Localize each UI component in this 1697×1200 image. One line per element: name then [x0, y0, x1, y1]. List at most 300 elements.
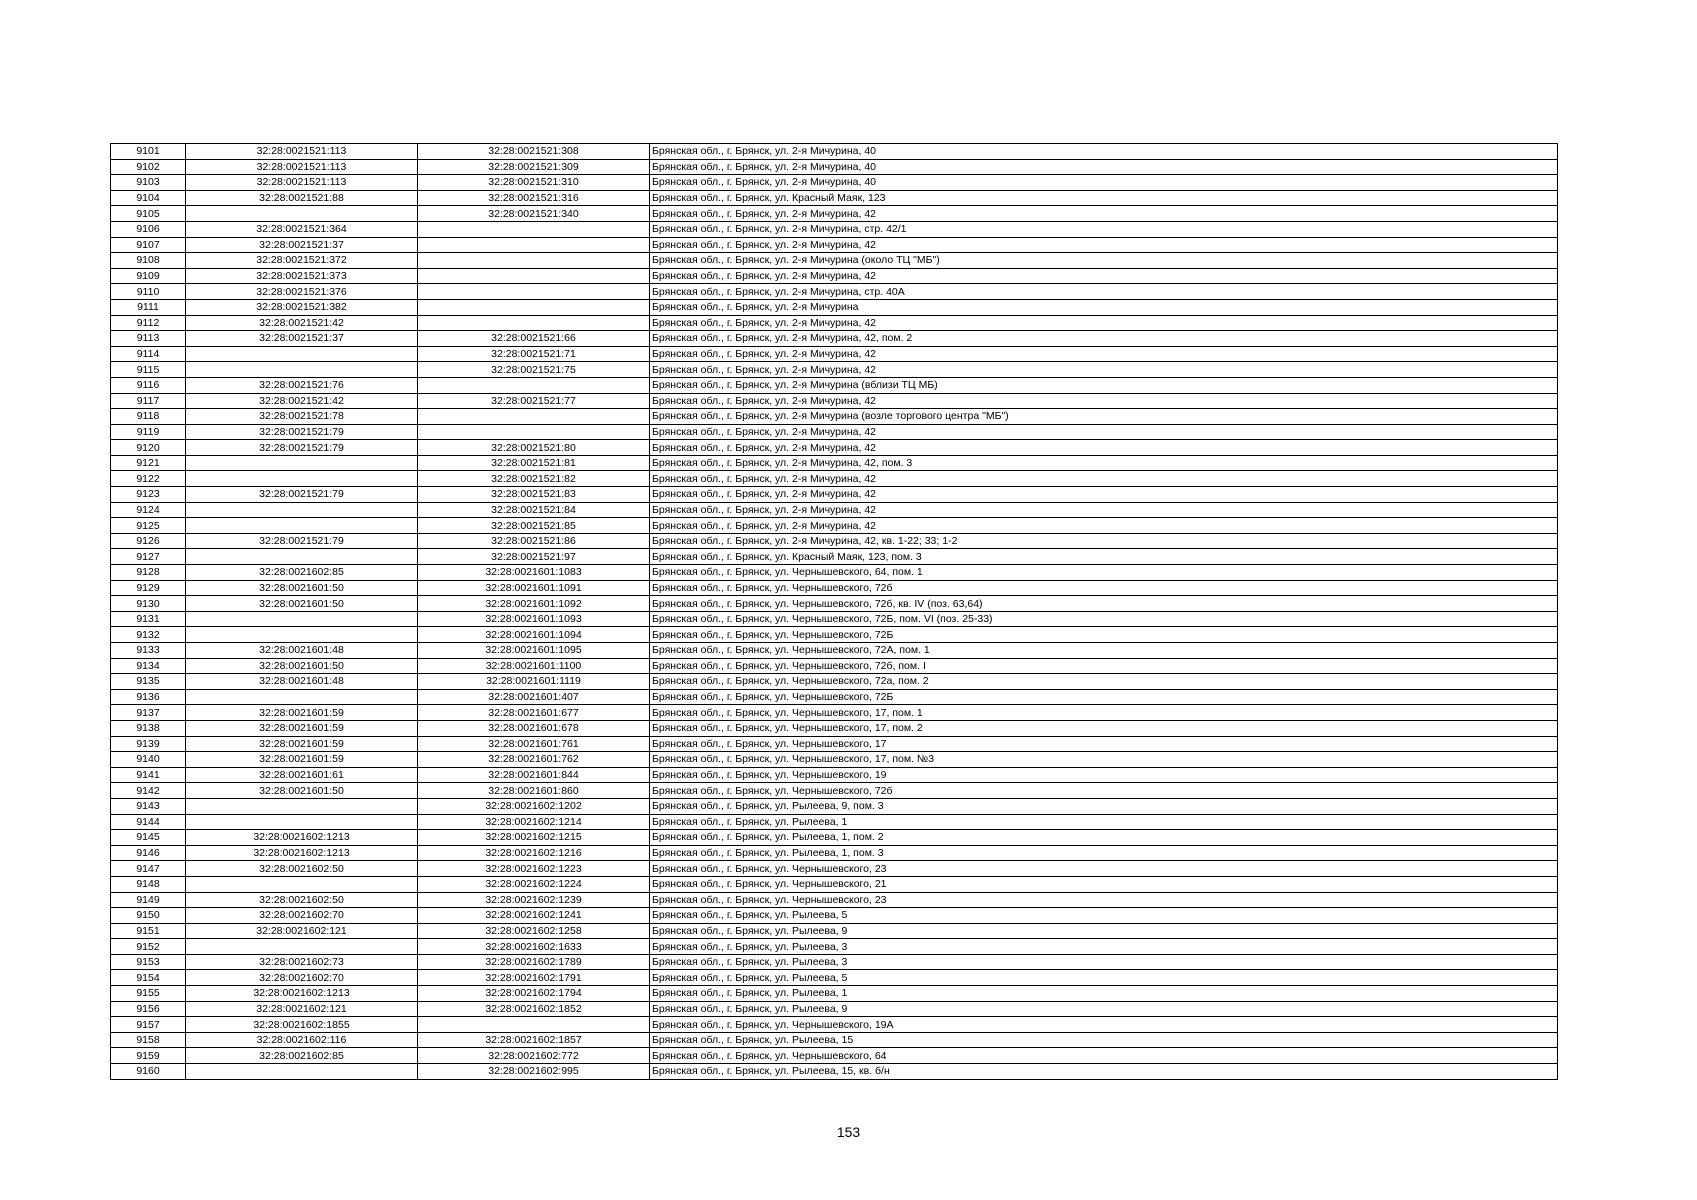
- table-row: [111, 284, 1558, 300]
- table-row: [111, 237, 1558, 253]
- table-row: [111, 1001, 1558, 1017]
- registry-table: [110, 143, 1558, 1080]
- parent-cadastral-number-cell: 32:28:0021521:79: [186, 533, 418, 549]
- table-row: [111, 845, 1558, 861]
- address-cell: Брянская обл., г. Брянск, ул. Чернышевского, 19А: [650, 1017, 1558, 1033]
- table-row: [111, 253, 1558, 269]
- table-row: [111, 518, 1558, 534]
- parent-cadastral-number-cell: 32:28:0021601:59: [186, 736, 418, 752]
- row-number-cell: 9134: [111, 658, 186, 674]
- cadastral-number-cell: 32:28:0021602:1258: [418, 923, 650, 939]
- row-number-cell: 9150: [111, 908, 186, 924]
- parent-cadastral-number-cell: [186, 627, 418, 643]
- row-number-cell: 9132: [111, 627, 186, 643]
- row-number-cell: 9120: [111, 440, 186, 456]
- row-number-cell: 9119: [111, 424, 186, 440]
- row-number-cell: 9146: [111, 845, 186, 861]
- cadastral-number-cell: 32:28:0021521:77: [418, 393, 650, 409]
- row-number-cell: 9106: [111, 221, 186, 237]
- table-row: [111, 658, 1558, 674]
- table-row: [111, 549, 1558, 565]
- row-number-cell: 9149: [111, 892, 186, 908]
- row-number-cell: 9140: [111, 752, 186, 768]
- row-number-cell: 9105: [111, 206, 186, 222]
- address-cell: Брянская обл., г. Брянск, ул. 2-я Мичурина: [650, 299, 1558, 315]
- row-number-cell: 9125: [111, 518, 186, 534]
- row-number-cell: 9109: [111, 268, 186, 284]
- row-number-cell: 9141: [111, 767, 186, 783]
- cadastral-number-cell: [418, 268, 650, 284]
- cadastral-number-cell: 32:28:0021602:1223: [418, 861, 650, 877]
- table-row: [111, 830, 1558, 846]
- address-cell: Брянская обл., г. Брянск, ул. 2-я Мичурина (вблизи ТЦ МБ): [650, 377, 1558, 393]
- table-row: [111, 565, 1558, 581]
- address-cell: Брянская обл., г. Брянск, ул. Рылеева, 3: [650, 939, 1558, 955]
- row-number-cell: 9131: [111, 611, 186, 627]
- table-row: [111, 393, 1558, 409]
- parent-cadastral-number-cell: 32:28:0021601:50: [186, 783, 418, 799]
- cadastral-number-cell: [418, 1017, 650, 1033]
- address-cell: Брянская обл., г. Брянск, ул. Рылеева, 15, кв. б/н: [650, 1064, 1558, 1080]
- parent-cadastral-number-cell: 32:28:0021521:113: [186, 159, 418, 175]
- parent-cadastral-number-cell: 32:28:0021602:121: [186, 1001, 418, 1017]
- table-row: [111, 923, 1558, 939]
- cadastral-number-cell: 32:28:0021601:1100: [418, 658, 650, 674]
- cadastral-number-cell: 32:28:0021521:80: [418, 440, 650, 456]
- cadastral-number-cell: 32:28:0021521:84: [418, 502, 650, 518]
- address-cell: Брянская обл., г. Брянск, ул. 2-я Мичурина, 42, пом. 2: [650, 331, 1558, 347]
- cadastral-number-cell: 32:28:0021602:1202: [418, 798, 650, 814]
- row-number-cell: 9144: [111, 814, 186, 830]
- row-number-cell: 9138: [111, 720, 186, 736]
- cadastral-number-cell: 32:28:0021601:1092: [418, 596, 650, 612]
- table-row: [111, 268, 1558, 284]
- parent-cadastral-number-cell: 32:28:0021521:42: [186, 393, 418, 409]
- address-cell: Брянская обл., г. Брянск, ул. Чернышевского, 72б: [650, 783, 1558, 799]
- page-number: 153: [836, 1124, 861, 1140]
- cadastral-number-cell: [418, 409, 650, 425]
- cadastral-number-cell: 32:28:0021601:761: [418, 736, 650, 752]
- cadastral-number-cell: [418, 237, 650, 253]
- address-cell: Брянская обл., г. Брянск, ул. Чернышевского, 72Б, пом. VI (поз. 25-33): [650, 611, 1558, 627]
- cadastral-number-cell: [418, 377, 650, 393]
- row-number-cell: 9112: [111, 315, 186, 331]
- cadastral-number-cell: 32:28:0021602:1857: [418, 1032, 650, 1048]
- address-cell: Брянская обл., г. Брянск, ул. Чернышевского, 72Б: [650, 689, 1558, 705]
- cadastral-number-cell: 32:28:0021601:678: [418, 720, 650, 736]
- address-cell: Брянская обл., г. Брянск, ул. Чернышевского, 72б: [650, 580, 1558, 596]
- table-row: [111, 221, 1558, 237]
- cadastral-number-cell: 32:28:0021601:844: [418, 767, 650, 783]
- table-row: [111, 1017, 1558, 1033]
- address-cell: Брянская обл., г. Брянск, ул. 2-я Мичурина, 42: [650, 206, 1558, 222]
- table-row: [111, 362, 1558, 378]
- row-number-cell: 9142: [111, 783, 186, 799]
- address-cell: Брянская обл., г. Брянск, ул. Чернышевского, 17, пом. №3: [650, 752, 1558, 768]
- row-number-cell: 9123: [111, 487, 186, 503]
- table-row: [111, 190, 1558, 206]
- table-row: [111, 876, 1558, 892]
- row-number-cell: 9143: [111, 798, 186, 814]
- address-cell: Брянская обл., г. Брянск, ул. Чернышевского, 72А, пом. 1: [650, 643, 1558, 659]
- parent-cadastral-number-cell: 32:28:0021601:59: [186, 720, 418, 736]
- table-row: [111, 533, 1558, 549]
- parent-cadastral-number-cell: 32:28:0021601:50: [186, 580, 418, 596]
- address-cell: Брянская обл., г. Брянск, ул. Чернышевского, 17, пом. 1: [650, 705, 1558, 721]
- table-row: [111, 767, 1558, 783]
- parent-cadastral-number-cell: 32:28:0021601:59: [186, 705, 418, 721]
- cadastral-number-cell: [418, 424, 650, 440]
- table-row: [111, 627, 1558, 643]
- cadastral-number-cell: 32:28:0021602:1789: [418, 954, 650, 970]
- cadastral-number-cell: 32:28:0021602:1852: [418, 1001, 650, 1017]
- cadastral-number-cell: 32:28:0021602:1239: [418, 892, 650, 908]
- table-row: [111, 315, 1558, 331]
- row-number-cell: 9158: [111, 1032, 186, 1048]
- row-number-cell: 9115: [111, 362, 186, 378]
- table-row: [111, 783, 1558, 799]
- table-row: [111, 596, 1558, 612]
- address-cell: Брянская обл., г. Брянск, ул. Чернышевского, 64: [650, 1048, 1558, 1064]
- parent-cadastral-number-cell: 32:28:0021601:59: [186, 752, 418, 768]
- address-cell: Брянская обл., г. Брянск, ул. 2-я Мичурина, 42: [650, 440, 1558, 456]
- cadastral-number-cell: 32:28:0021601:860: [418, 783, 650, 799]
- parent-cadastral-number-cell: 32:28:0021602:50: [186, 861, 418, 877]
- row-number-cell: 9129: [111, 580, 186, 596]
- table-row: [111, 424, 1558, 440]
- parent-cadastral-number-cell: [186, 814, 418, 830]
- cadastral-number-cell: 32:28:0021602:1633: [418, 939, 650, 955]
- parent-cadastral-number-cell: 32:28:0021601:50: [186, 658, 418, 674]
- address-cell: Брянская обл., г. Брянск, ул. Чернышевского, 64, пом. 1: [650, 565, 1558, 581]
- parent-cadastral-number-cell: 32:28:0021521:88: [186, 190, 418, 206]
- cadastral-number-cell: 32:28:0021601:407: [418, 689, 650, 705]
- address-cell: Брянская обл., г. Брянск, ул. Рылеева, 9: [650, 923, 1558, 939]
- address-cell: Брянская обл., г. Брянск, ул. Чернышевского, 72Б: [650, 627, 1558, 643]
- parent-cadastral-number-cell: 32:28:0021521:79: [186, 487, 418, 503]
- table-row: [111, 643, 1558, 659]
- address-cell: Брянская обл., г. Брянск, ул. 2-я Мичурина, 42: [650, 471, 1558, 487]
- row-number-cell: 9118: [111, 409, 186, 425]
- address-cell: Брянская обл., г. Брянск, ул. Красный Маяк, 123, пом. 3: [650, 549, 1558, 565]
- cadastral-number-cell: 32:28:0021521:82: [418, 471, 650, 487]
- cadastral-number-cell: 32:28:0021521:310: [418, 175, 650, 191]
- cadastral-number-cell: 32:28:0021602:1791: [418, 970, 650, 986]
- address-cell: Брянская обл., г. Брянск, ул. Рылеева, 1: [650, 986, 1558, 1002]
- parent-cadastral-number-cell: 32:28:0021521:382: [186, 299, 418, 315]
- parent-cadastral-number-cell: 32:28:0021602:85: [186, 1048, 418, 1064]
- parent-cadastral-number-cell: [186, 206, 418, 222]
- cadastral-number-cell: 32:28:0021602:1241: [418, 908, 650, 924]
- table-row: [111, 798, 1558, 814]
- parent-cadastral-number-cell: [186, 689, 418, 705]
- parent-cadastral-number-cell: 32:28:0021521:373: [186, 268, 418, 284]
- address-cell: Брянская обл., г. Брянск, ул. Чернышевского, 72б, кв. IV (поз. 63,64): [650, 596, 1558, 612]
- cadastral-number-cell: [418, 315, 650, 331]
- cadastral-number-cell: [418, 221, 650, 237]
- row-number-cell: 9116: [111, 377, 186, 393]
- cadastral-number-cell: 32:28:0021521:75: [418, 362, 650, 378]
- cadastral-number-cell: 32:28:0021521:66: [418, 331, 650, 347]
- cadastral-number-cell: [418, 299, 650, 315]
- table-row: [111, 502, 1558, 518]
- table-row: [111, 892, 1558, 908]
- parent-cadastral-number-cell: 32:28:0021521:37: [186, 331, 418, 347]
- table-row: [111, 674, 1558, 690]
- row-number-cell: 9139: [111, 736, 186, 752]
- address-cell: Брянская обл., г. Брянск, ул. 2-я Мичурина, 42: [650, 502, 1558, 518]
- table-row: [111, 705, 1558, 721]
- address-cell: Брянская обл., г. Брянск, ул. 2-я Мичурина, стр. 40А: [650, 284, 1558, 300]
- parent-cadastral-number-cell: 32:28:0021521:364: [186, 221, 418, 237]
- cadastral-number-cell: 32:28:0021601:1119: [418, 674, 650, 690]
- cadastral-number-cell: 32:28:0021521:309: [418, 159, 650, 175]
- address-cell: Брянская обл., г. Брянск, ул. 2-я Мичурина, 42: [650, 393, 1558, 409]
- row-number-cell: 9130: [111, 596, 186, 612]
- row-number-cell: 9108: [111, 253, 186, 269]
- address-cell: Брянская обл., г. Брянск, ул. 2-я Мичурина, 42, кв. 1-22; 33; 1-2: [650, 533, 1558, 549]
- table-row: [111, 471, 1558, 487]
- table-row: [111, 1064, 1558, 1080]
- parent-cadastral-number-cell: 32:28:0021602:116: [186, 1032, 418, 1048]
- parent-cadastral-number-cell: 32:28:0021521:76: [186, 377, 418, 393]
- address-cell: Брянская обл., г. Брянск, ул. Рылеева, 9: [650, 1001, 1558, 1017]
- parent-cadastral-number-cell: [186, 362, 418, 378]
- row-number-cell: 9102: [111, 159, 186, 175]
- table-row: [111, 409, 1558, 425]
- row-number-cell: 9151: [111, 923, 186, 939]
- cadastral-number-cell: 32:28:0021602:1215: [418, 830, 650, 846]
- cadastral-number-cell: 32:28:0021601:762: [418, 752, 650, 768]
- table-row: [111, 970, 1558, 986]
- address-cell: Брянская обл., г. Брянск, ул. Чернышевского, 19: [650, 767, 1558, 783]
- parent-cadastral-number-cell: 32:28:0021521:42: [186, 315, 418, 331]
- row-number-cell: 9148: [111, 876, 186, 892]
- table-row: [111, 720, 1558, 736]
- cadastral-number-cell: 32:28:0021601:1094: [418, 627, 650, 643]
- parent-cadastral-number-cell: [186, 471, 418, 487]
- cadastral-number-cell: 32:28:0021521:83: [418, 487, 650, 503]
- address-cell: Брянская обл., г. Брянск, ул. Чернышевского, 72б, пом. I: [650, 658, 1558, 674]
- parent-cadastral-number-cell: [186, 346, 418, 362]
- cadastral-number-cell: 32:28:0021521:71: [418, 346, 650, 362]
- address-cell: Брянская обл., г. Брянск, ул. Рылеева, 3: [650, 954, 1558, 970]
- address-cell: Брянская обл., г. Брянск, ул. 2-я Мичурина (около ТЦ "МБ"): [650, 253, 1558, 269]
- table-row: [111, 299, 1558, 315]
- parent-cadastral-number-cell: [186, 455, 418, 471]
- registry-table-body: [111, 144, 1558, 1080]
- row-number-cell: 9154: [111, 970, 186, 986]
- table-row: [111, 346, 1558, 362]
- table-row: [111, 752, 1558, 768]
- table-row: [111, 206, 1558, 222]
- address-cell: Брянская обл., г. Брянск, ул. Рылеева, 1, пом. 3: [650, 845, 1558, 861]
- table-row: [111, 908, 1558, 924]
- address-cell: Брянская обл., г. Брянск, ул. Чернышевского, 17: [650, 736, 1558, 752]
- cadastral-number-cell: 32:28:0021601:1083: [418, 565, 650, 581]
- table-row: [111, 939, 1558, 955]
- address-cell: Брянская обл., г. Брянск, ул. 2-я Мичурина, 42: [650, 315, 1558, 331]
- table-row: [111, 1032, 1558, 1048]
- row-number-cell: 9124: [111, 502, 186, 518]
- parent-cadastral-number-cell: [186, 549, 418, 565]
- parent-cadastral-number-cell: 32:28:0021521:37: [186, 237, 418, 253]
- cadastral-number-cell: 32:28:0021601:1095: [418, 643, 650, 659]
- address-cell: Брянская обл., г. Брянск, ул. 2-я Мичурина, 42: [650, 268, 1558, 284]
- cadastral-number-cell: 32:28:0021521:316: [418, 190, 650, 206]
- table-row: [111, 487, 1558, 503]
- address-cell: Брянская обл., г. Брянск, ул. Чернышевского, 23: [650, 861, 1558, 877]
- row-number-cell: 9152: [111, 939, 186, 955]
- row-number-cell: 9117: [111, 393, 186, 409]
- table-row: [111, 159, 1558, 175]
- parent-cadastral-number-cell: 32:28:0021521:79: [186, 440, 418, 456]
- row-number-cell: 9153: [111, 954, 186, 970]
- cadastral-number-cell: 32:28:0021521:81: [418, 455, 650, 471]
- cadastral-number-cell: 32:28:0021601:677: [418, 705, 650, 721]
- parent-cadastral-number-cell: [186, 518, 418, 534]
- parent-cadastral-number-cell: [186, 939, 418, 955]
- row-number-cell: 9110: [111, 284, 186, 300]
- row-number-cell: 9135: [111, 674, 186, 690]
- address-cell: Брянская обл., г. Брянск, ул. Рылеева, 5: [650, 908, 1558, 924]
- cadastral-number-cell: 32:28:0021521:340: [418, 206, 650, 222]
- parent-cadastral-number-cell: 32:28:0021521:372: [186, 253, 418, 269]
- row-number-cell: 9126: [111, 533, 186, 549]
- address-cell: Брянская обл., г. Брянск, ул. Чернышевского, 17, пом. 2: [650, 720, 1558, 736]
- parent-cadastral-number-cell: [186, 876, 418, 892]
- cadastral-number-cell: [418, 284, 650, 300]
- address-cell: Брянская обл., г. Брянск, ул. 2-я Мичурина, 42: [650, 346, 1558, 362]
- address-cell: Брянская обл., г. Брянск, ул. 2-я Мичурина, стр. 42/1: [650, 221, 1558, 237]
- cadastral-number-cell: 32:28:0021521:308: [418, 144, 650, 160]
- row-number-cell: 9101: [111, 144, 186, 160]
- row-number-cell: 9156: [111, 1001, 186, 1017]
- cadastral-number-cell: 32:28:0021602:995: [418, 1064, 650, 1080]
- parent-cadastral-number-cell: [186, 798, 418, 814]
- address-cell: Брянская обл., г. Брянск, ул. Рылеева, 1: [650, 814, 1558, 830]
- table-row: [111, 611, 1558, 627]
- cadastral-number-cell: 32:28:0021602:1216: [418, 845, 650, 861]
- parent-cadastral-number-cell: 32:28:0021602:50: [186, 892, 418, 908]
- parent-cadastral-number-cell: 32:28:0021601:61: [186, 767, 418, 783]
- address-cell: Брянская обл., г. Брянск, ул. 2-я Мичурина, 40: [650, 175, 1558, 191]
- address-cell: Брянская обл., г. Брянск, ул. Рылеева, 5: [650, 970, 1558, 986]
- parent-cadastral-number-cell: 32:28:0021602:1213: [186, 986, 418, 1002]
- table-row: [111, 954, 1558, 970]
- row-number-cell: 9127: [111, 549, 186, 565]
- address-cell: Брянская обл., г. Брянск, ул. 2-я Мичурина, 42: [650, 487, 1558, 503]
- parent-cadastral-number-cell: 32:28:0021521:376: [186, 284, 418, 300]
- row-number-cell: 9155: [111, 986, 186, 1002]
- address-cell: Брянская обл., г. Брянск, ул. Чернышевского, 23: [650, 892, 1558, 908]
- address-cell: Брянская обл., г. Брянск, ул. 2-я Мичурина, 42: [650, 518, 1558, 534]
- row-number-cell: 9145: [111, 830, 186, 846]
- cadastral-number-cell: [418, 253, 650, 269]
- address-cell: Брянская обл., г. Брянск, ул. 2-я Мичурина, 42: [650, 237, 1558, 253]
- parent-cadastral-number-cell: 32:28:0021602:70: [186, 908, 418, 924]
- parent-cadastral-number-cell: 32:28:0021521:78: [186, 409, 418, 425]
- parent-cadastral-number-cell: [186, 1064, 418, 1080]
- table-row: [111, 144, 1558, 160]
- parent-cadastral-number-cell: [186, 502, 418, 518]
- row-number-cell: 9107: [111, 237, 186, 253]
- row-number-cell: 9114: [111, 346, 186, 362]
- parent-cadastral-number-cell: 32:28:0021521:113: [186, 175, 418, 191]
- row-number-cell: 9113: [111, 331, 186, 347]
- parent-cadastral-number-cell: 32:28:0021521:113: [186, 144, 418, 160]
- table-row: [111, 175, 1558, 191]
- cadastral-number-cell: 32:28:0021602:772: [418, 1048, 650, 1064]
- parent-cadastral-number-cell: 32:28:0021602:85: [186, 565, 418, 581]
- address-cell: Брянская обл., г. Брянск, ул. 2-я Мичурина, 42, пом. 3: [650, 455, 1558, 471]
- cadastral-number-cell: 32:28:0021601:1093: [418, 611, 650, 627]
- row-number-cell: 9121: [111, 455, 186, 471]
- parent-cadastral-number-cell: 32:28:0021601:48: [186, 643, 418, 659]
- row-number-cell: 9160: [111, 1064, 186, 1080]
- cadastral-number-cell: 32:28:0021602:1794: [418, 986, 650, 1002]
- table-row: [111, 736, 1558, 752]
- address-cell: Брянская обл., г. Брянск, ул. Рылеева, 9, пом. 3: [650, 798, 1558, 814]
- row-number-cell: 9104: [111, 190, 186, 206]
- address-cell: Брянская обл., г. Брянск, ул. Рылеева, 1, пом. 2: [650, 830, 1558, 846]
- row-number-cell: 9133: [111, 643, 186, 659]
- table-row: [111, 689, 1558, 705]
- address-cell: Брянская обл., г. Брянск, ул. 2-я Мичурина, 42: [650, 424, 1558, 440]
- parent-cadastral-number-cell: 32:28:0021601:48: [186, 674, 418, 690]
- address-cell: Брянская обл., г. Брянск, ул. 2-я Мичурина (возле торгового центра "МБ"): [650, 409, 1558, 425]
- cadastral-number-cell: 32:28:0021602:1224: [418, 876, 650, 892]
- parent-cadastral-number-cell: 32:28:0021601:50: [186, 596, 418, 612]
- parent-cadastral-number-cell: 32:28:0021602:73: [186, 954, 418, 970]
- table-row: [111, 580, 1558, 596]
- table-row: [111, 440, 1558, 456]
- parent-cadastral-number-cell: 32:28:0021602:121: [186, 923, 418, 939]
- address-cell: Брянская обл., г. Брянск, ул. Чернышевского, 72а, пом. 2: [650, 674, 1558, 690]
- row-number-cell: 9103: [111, 175, 186, 191]
- parent-cadastral-number-cell: 32:28:0021602:1213: [186, 845, 418, 861]
- row-number-cell: 9136: [111, 689, 186, 705]
- address-cell: Брянская обл., г. Брянск, ул. Рылеева, 15: [650, 1032, 1558, 1048]
- row-number-cell: 9122: [111, 471, 186, 487]
- table-row: [111, 861, 1558, 877]
- cadastral-number-cell: 32:28:0021521:86: [418, 533, 650, 549]
- row-number-cell: 9111: [111, 299, 186, 315]
- table-row: [111, 1048, 1558, 1064]
- parent-cadastral-number-cell: 32:28:0021521:79: [186, 424, 418, 440]
- cadastral-number-cell: 32:28:0021521:97: [418, 549, 650, 565]
- cadastral-number-cell: 32:28:0021602:1214: [418, 814, 650, 830]
- parent-cadastral-number-cell: [186, 611, 418, 627]
- address-cell: Брянская обл., г. Брянск, ул. 2-я Мичурина, 40: [650, 159, 1558, 175]
- table-row: [111, 455, 1558, 471]
- address-cell: Брянская обл., г. Брянск, ул. 2-я Мичурина, 42: [650, 362, 1558, 378]
- address-cell: Брянская обл., г. Брянск, ул. Чернышевского, 21: [650, 876, 1558, 892]
- row-number-cell: 9157: [111, 1017, 186, 1033]
- table-row: [111, 986, 1558, 1002]
- table-row: [111, 331, 1558, 347]
- cadastral-number-cell: 32:28:0021601:1091: [418, 580, 650, 596]
- row-number-cell: 9128: [111, 565, 186, 581]
- address-cell: Брянская обл., г. Брянск, ул. 2-я Мичурина, 40: [650, 144, 1558, 160]
- parent-cadastral-number-cell: 32:28:0021602:1855: [186, 1017, 418, 1033]
- parent-cadastral-number-cell: 32:28:0021602:1213: [186, 830, 418, 846]
- row-number-cell: 9159: [111, 1048, 186, 1064]
- address-cell: Брянская обл., г. Брянск, ул. Красный Маяк, 123: [650, 190, 1558, 206]
- cadastral-number-cell: 32:28:0021521:85: [418, 518, 650, 534]
- parent-cadastral-number-cell: 32:28:0021602:70: [186, 970, 418, 986]
- row-number-cell: 9137: [111, 705, 186, 721]
